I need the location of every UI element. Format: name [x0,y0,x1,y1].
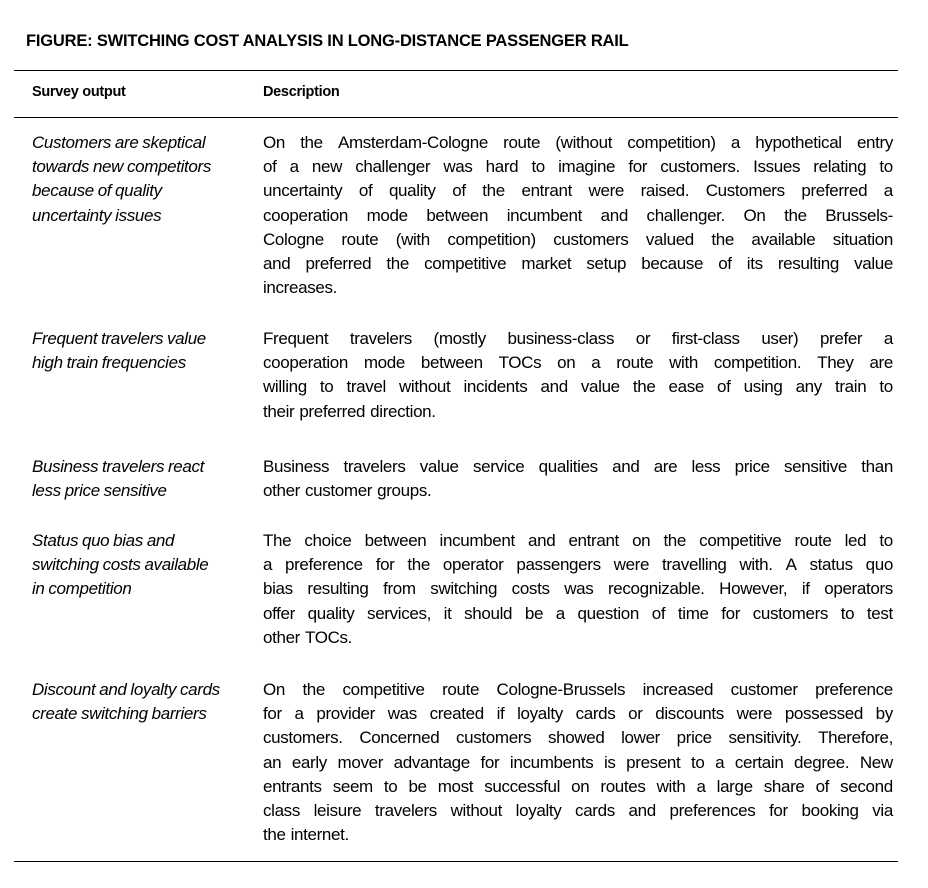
survey-output-line: towards new competitors [32,157,211,177]
description-word: other [263,481,300,501]
description-word: On [743,205,766,225]
description-word: loyalty [515,800,562,820]
description-word: between [426,205,489,225]
description-word: travel [346,377,386,397]
description-word: quality [307,603,355,623]
description-word: travelers [343,457,406,476]
description-word: ease [668,377,704,397]
description-word: the [386,253,409,273]
survey-output-line: Business travelers react [32,457,205,476]
description-word: competitive [424,253,507,273]
description-line [263,155,893,179]
description-word: imagine [558,157,616,177]
description-word: a [591,353,601,373]
description-word: without [399,377,451,397]
description-line [263,702,893,726]
description-word: incumbents [509,752,594,772]
description-word: choice [304,531,352,550]
description-word: customer [730,680,798,699]
survey-output-cell [32,529,247,602]
description-word: or [635,329,651,348]
description-word: of [815,776,830,796]
description-word: entrant [521,181,572,201]
description-word: route [616,353,654,373]
description-word: of [717,377,731,397]
description-word: internet. [290,825,349,845]
description-word: the [407,555,430,575]
description-word: to [383,776,398,796]
description-word: degree. [794,752,850,772]
table-header-rule [14,117,898,118]
description-word: early [291,752,327,772]
description-word: for [628,157,648,177]
description-word: seem [332,776,373,796]
description-word: and [628,800,656,820]
description-word: be [524,603,544,623]
description-word: route [442,680,480,699]
description-word: via [872,800,893,820]
description-line [263,375,893,399]
description-word: possessed [784,704,863,724]
description-line [263,775,893,799]
description-word: A [785,555,797,575]
description-word: test [866,603,893,623]
description-word: incidents [463,377,528,397]
description-word: to [319,377,334,397]
description-word: was [387,704,417,724]
description-line [263,179,893,203]
description-word: quality [388,181,436,201]
description-word: a [883,181,893,201]
description-word: discounts [655,704,724,724]
description-word: by [875,704,893,724]
description-word: bias [263,579,293,599]
description-word: Issues [753,157,801,177]
description-word: resulting [777,253,839,273]
description-word: preferred [801,181,868,201]
description-word: sensitivity. [728,728,802,748]
description-word: any [795,377,822,397]
description-word: (mostly [433,329,486,348]
description-word: and [612,457,640,476]
description-line [263,626,893,650]
description-word: to [531,157,545,177]
description-word: and [527,531,556,550]
description-word: customers [752,603,829,623]
description-word: between [364,531,427,550]
description-word: travelling [662,555,727,575]
description-word: it [443,603,452,623]
description-word: value [854,253,893,273]
description-word: between [420,353,483,373]
description-word: without [450,800,503,820]
description-word: value [419,457,459,476]
description-word: TOCs [498,353,542,373]
description-word: user) [761,329,799,348]
description-word: successful [484,776,561,796]
description-word: costs [511,579,550,599]
description-word: cooperation [263,205,348,225]
description-word: groups. [377,481,432,501]
description-line [263,327,893,351]
description-word: mover [337,752,384,772]
description-line [263,577,893,601]
description-word: present [626,752,681,772]
description-word: the [482,181,505,201]
description-word: for [721,603,741,623]
description-word: an [263,752,282,772]
description-word: entrant [568,531,619,550]
description-word: market [521,253,572,273]
description-word: from [383,579,416,599]
description-word: using [743,377,783,397]
description-word: travelers [374,800,437,820]
description-word: provider [316,704,375,724]
description-word: competition. [713,353,802,373]
description-word: was [443,157,473,177]
description-word: They [817,353,854,373]
description-line [263,602,893,626]
description-word: to [879,377,893,397]
description-word: (without [555,133,613,152]
description-word: mode [366,205,408,225]
description-line [263,228,893,252]
description-word: available [751,229,816,249]
description-word: if [496,704,505,724]
description-word: large [716,776,753,796]
description-word: customers [553,229,629,249]
description-word: service [472,457,525,476]
description-word: challenger. [646,205,725,225]
description-word: direction. [370,401,436,421]
description-word: or [628,704,643,724]
description-word: route [503,133,541,152]
description-word: Therefore, [818,728,893,748]
description-word: less [691,457,721,476]
description-line [263,351,893,375]
description-line [263,252,893,276]
description-word: were [588,181,624,201]
description-word: recognizable. [607,579,705,599]
description-word: to [691,752,705,772]
description-word: the [302,680,326,699]
description-word: the [711,229,734,249]
survey-output-line: Status quo bias and [32,531,175,550]
description-line [263,276,893,300]
description-word: customers. [660,157,740,177]
description-word: hard [485,157,519,177]
description-word: on [632,531,651,550]
description-word: offer [263,603,295,623]
description-word: preference [285,555,363,575]
description-word: the [784,205,807,225]
description-word: However, [719,579,788,599]
description-word: most [437,776,474,796]
description-word: Customers [705,181,785,201]
description-word: of [651,603,666,623]
description-word: customers. [263,728,343,748]
survey-output-line: uncertainty issues [32,205,162,225]
description-word: route [341,229,379,249]
description-word: for [375,555,395,575]
table-top-rule [14,70,898,71]
description-word: The [263,531,292,550]
description-word: resulting [307,579,369,599]
column-header-description: Description [263,84,340,100]
description-line [263,678,893,702]
description-word: challenger [355,157,431,177]
description-word: train [834,377,867,397]
description-word: was [564,579,594,599]
description-word: Frequent [263,329,329,348]
description-word: for [263,704,282,724]
description-word: for [480,752,500,772]
description-word: are [869,353,893,373]
description-word: time [677,603,709,623]
description-word: qualities [538,457,598,476]
survey-output-line: in competition [32,579,132,599]
description-word: (with [395,229,430,249]
description-cell [263,678,893,847]
description-word: if [801,579,810,599]
description-word: the [300,133,323,152]
description-line [263,726,893,750]
survey-output-line: Customers are skeptical [32,133,206,152]
description-line [263,529,893,553]
description-word: on [571,776,590,796]
description-line [263,823,893,847]
description-word: class [263,800,300,820]
description-word: were [736,704,773,724]
description-word: the [263,825,286,845]
description-cell [263,327,893,424]
description-word: customer [305,481,373,501]
survey-output-cell [32,131,247,228]
description-word: passengers [516,555,601,575]
description-word: lower [621,728,660,748]
column-header-survey-output: Survey output [32,84,126,100]
description-word: to [879,531,893,550]
description-word: a [555,603,565,623]
description-word: other [263,627,300,647]
description-word: showed [547,728,605,748]
description-word: to [840,603,855,623]
description-line [263,479,893,503]
description-word: with [669,353,698,373]
description-word: services, [367,603,431,623]
description-word: entry [856,133,893,152]
description-word: be [408,776,427,796]
description-word: cards [575,704,616,724]
description-cell [263,131,893,300]
description-word: than [861,457,893,476]
description-word: situation [832,229,893,249]
description-line [263,455,893,479]
description-word: status [809,555,853,575]
description-word: relating [813,157,867,177]
description-word: preference [815,680,893,699]
survey-output-cell [32,455,247,503]
description-word: competition) [447,229,536,249]
description-word: of [263,157,277,177]
description-word: a [715,752,725,772]
description-word: should [464,603,513,623]
description-word: hypothetical [755,133,842,152]
description-word: and [263,253,291,273]
description-word: of [358,181,373,201]
description-word: cooperation [263,353,348,373]
description-word: incumbent [506,205,583,225]
description-word: loyalty [517,704,563,724]
description-word: business-class [507,329,615,348]
description-word: advantage [393,752,470,772]
description-word: their [263,401,295,421]
description-word: travelers [349,329,412,348]
description-word: raised. [640,181,690,201]
description-word: new [311,157,343,177]
description-word: were [613,555,650,575]
description-word: operators [824,579,893,599]
description-word: on [557,353,576,373]
figure-title: FIGURE: SWITCHING COST ANALYSIS IN LONG-DISTANCE PASSENGER RAIL [26,32,629,50]
survey-output-line: create switching barriers [32,704,207,724]
description-word: competitive [699,531,782,550]
description-line [263,131,893,155]
description-word: is [603,752,616,772]
description-word: of [718,253,732,273]
description-word: and [600,205,628,225]
survey-output-line: less price sensitive [32,481,167,501]
description-word: customers [456,728,532,748]
description-word: leisure [313,800,362,820]
description-word: a [696,776,706,796]
description-word: are [653,457,678,476]
survey-output-line: high train frequencies [32,353,186,373]
description-word: the [663,531,687,550]
description-word: Cologne [263,229,324,249]
description-word: On [263,133,285,152]
description-word: switching [430,579,498,599]
description-word: with. [739,555,773,575]
description-cell [263,529,893,650]
survey-output-cell [32,327,247,375]
description-word: uncertainty [263,181,343,201]
description-word: preferred [299,401,366,421]
description-word: certain [734,752,784,772]
description-word: Brussels- [825,205,893,225]
description-cell [263,455,893,503]
description-word: booking [801,800,859,820]
description-word: price [676,728,712,748]
description-word: Amsterdam-Cologne [337,133,488,152]
description-word: On [263,680,285,699]
description-line [263,799,893,823]
description-word: a [289,157,299,177]
survey-output-line: switching costs available [32,555,209,575]
description-word: valued [645,229,694,249]
description-word: setup [586,253,627,273]
description-word: and [540,377,568,397]
description-word: question [577,603,640,623]
description-word: competitive [342,680,425,699]
description-word: Cologne-Brussels [496,680,626,699]
description-line [263,400,893,424]
description-word: preferences [669,800,756,820]
description-word: second [840,776,893,796]
description-word: New [859,752,893,772]
description-word: willing [263,377,307,397]
description-word: Concerned [359,728,440,748]
description-line [263,204,893,228]
description-word: incumbent [439,531,515,550]
description-word: routes [600,776,646,796]
description-word: share [763,776,805,796]
description-word: created [429,704,484,724]
description-word: route [794,531,832,550]
description-word: value [580,377,620,397]
survey-output-line: Frequent travelers value [32,329,206,348]
description-word: Business [263,457,330,476]
description-word: for [769,800,788,820]
description-word: mode [363,353,405,373]
table-bottom-rule [14,861,898,862]
description-word: sensitive [783,457,847,476]
description-word: because [641,253,704,273]
survey-output-line: Discount and loyalty cards [32,680,220,699]
description-word: first-class [671,329,740,348]
description-line [263,751,893,775]
description-word: a [730,133,740,152]
description-word: cards [575,800,615,820]
description-word: increased [642,680,714,699]
description-word: a [294,704,304,724]
survey-output-line: because of quality [32,181,162,201]
description-word: increases. [263,278,337,298]
description-word: with [656,776,686,796]
description-word: quo [865,555,893,575]
description-word: preferred [305,253,372,273]
description-word: of [452,181,466,201]
description-word: prefer [819,329,863,348]
description-word: the [632,377,656,397]
description-word: led [844,531,867,550]
description-word: price [734,457,770,476]
description-word: to [879,157,893,177]
description-word: a [883,329,893,348]
description-word: entrants [263,776,322,796]
description-word: its [746,253,763,273]
description-word: TOCs. [305,627,353,647]
description-line [263,553,893,577]
description-word: competition) [627,133,716,152]
description-word: operator [442,555,504,575]
survey-output-cell [32,678,247,726]
description-word: a [263,555,273,575]
